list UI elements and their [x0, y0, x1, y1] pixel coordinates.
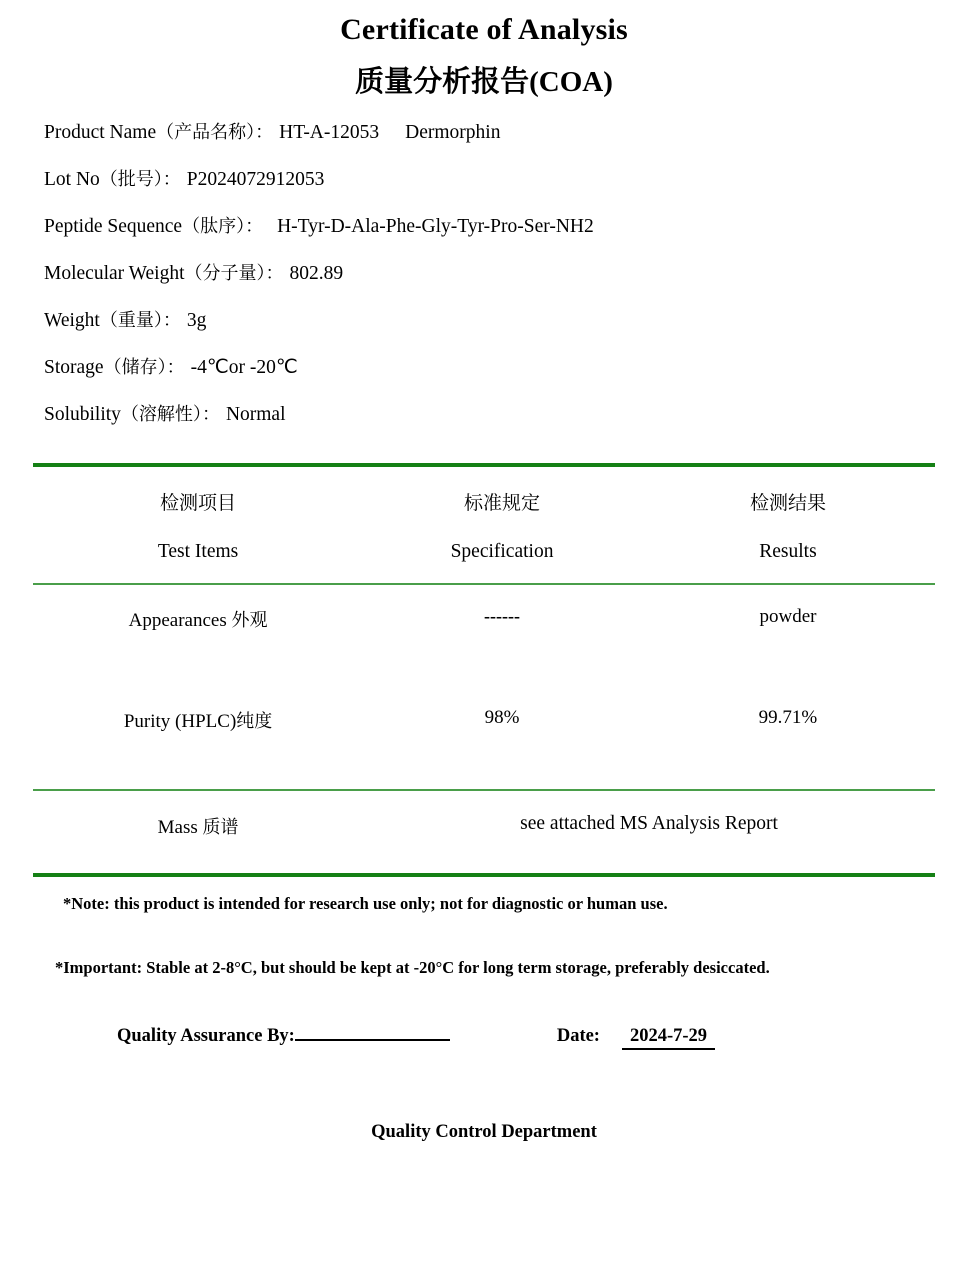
page-title-cn-text: 质量分析报告	[355, 64, 530, 98]
table-cell-test-item	[33, 585, 363, 632]
info-separator-product-name: ：	[255, 121, 274, 143]
qa-signature-label: Quality Assurance By:	[117, 1025, 295, 1046]
info-value-peptide-sequence: H-Tyr-D-Ala-Phe-Gly-Tyr-Pro-Ser-NH2	[277, 215, 594, 237]
info-label-cn-storage: （储存）	[103, 356, 167, 378]
table-cell-specification: 98%	[484, 706, 520, 728]
info-separator-lot-no: ：	[162, 168, 181, 190]
info-label-molecular-weight: Molecular Weight	[44, 262, 185, 284]
table-row	[33, 585, 935, 707]
info-label-cn-lot-no: （批号）	[99, 168, 163, 190]
info-separator-weight: ：	[162, 309, 181, 331]
info-label-cn-weight: （重量）	[99, 309, 163, 331]
info-row-product-name	[44, 123, 968, 170]
table-cell-spanned-value: see attached MS Analysis Report	[520, 812, 778, 834]
info-separator-storage: ：	[166, 356, 185, 378]
info-row-storage	[44, 358, 968, 405]
table-cell-test-item	[33, 791, 363, 839]
info-label-cn-product-name: （产品名称）	[156, 121, 256, 143]
info-separator-peptide-sequence: ：	[245, 215, 264, 237]
note-storage-important: *Important: Stable at 2-8°C, but should be kept at -20°C for long term storage, preferably desiccated.	[55, 958, 770, 978]
info-separator-solubility: ：	[201, 403, 220, 425]
table-header-en-results: Results	[759, 540, 817, 562]
date-value[interactable]: 2024-7-29	[622, 1026, 715, 1050]
table-header-cn-test-items: 检测项目	[160, 491, 237, 514]
table-cell-specification: ------	[484, 605, 521, 626]
info-label-storage: Storage	[44, 356, 104, 378]
info-label-weight: Weight	[44, 309, 100, 331]
table-header-cn-results: 检测结果	[749, 491, 826, 514]
date-label: Date:	[556, 1025, 600, 1046]
info-row-weight	[44, 311, 968, 358]
info-row-molecular-weight	[44, 264, 968, 311]
table-header-en-specification: Specification	[450, 540, 554, 562]
note-research-use: *Note: this product is intended for research use only; not for diagnostic or human use.	[63, 893, 668, 913]
page-title-cn	[0, 66, 968, 99]
info-label-cn-peptide-sequence: （肽序）	[182, 215, 246, 237]
coa-document	[0, 13, 968, 1283]
info-label-solubility: Solubility	[44, 403, 121, 425]
table-header-en-row	[33, 515, 935, 563]
info-value-solubility: Normal	[225, 403, 286, 425]
footer-department: Quality Control Department	[371, 1121, 597, 1142]
table-cell-result: 99.71%	[758, 706, 818, 728]
notes-block	[0, 893, 968, 978]
info-value-product-name: HT-A-12053	[279, 121, 380, 143]
info-separator-molecular-weight: ：	[265, 262, 284, 284]
product-info-block	[0, 123, 968, 452]
info-label-lot-no: Lot No	[44, 168, 100, 190]
info-value-product-name-extra: Dermorphin	[405, 121, 501, 143]
info-row-solubility	[44, 405, 968, 452]
info-value-storage: -4℃or -20℃	[190, 356, 298, 378]
info-value-molecular-weight: 802.89	[289, 262, 344, 284]
analysis-table	[0, 463, 968, 877]
table-bottom-rule	[33, 873, 935, 877]
table-header-cn-specification: 标准规定	[464, 491, 541, 514]
qa-signature-field[interactable]	[295, 1022, 450, 1041]
info-row-lot-no	[44, 170, 968, 217]
table-cell-result: powder	[759, 605, 817, 627]
info-label-peptide-sequence: Peptide Sequence	[44, 215, 183, 237]
info-value-weight: 3g	[186, 309, 207, 331]
table-cell-test-item-en: Appearances	[128, 609, 232, 631]
info-label-product-name: Product Name	[44, 121, 157, 143]
page-title-coa: (COA)	[529, 66, 613, 98]
table-header-en-test-items: Test Items	[157, 540, 239, 562]
table-cell-test-item-en: Purity (HPLC)	[123, 710, 237, 732]
info-value-lot-no: P2024072912053	[186, 168, 325, 190]
page-title-en: Certificate of Analysis	[340, 13, 628, 46]
table-row	[33, 707, 935, 789]
table-cell-test-item-cn: 纯度	[236, 710, 273, 732]
table-cell-test-item-en: Mass	[157, 816, 203, 838]
signature-row	[0, 1022, 968, 1050]
table-row	[33, 791, 935, 873]
table-cell-test-item-cn: 外观	[231, 609, 268, 631]
info-label-cn-solubility: （溶解性）	[120, 403, 202, 425]
table-cell-test-item	[33, 707, 363, 733]
table-cell-test-item-cn: 质谱	[202, 816, 239, 838]
table-header-cn-row	[33, 467, 935, 515]
info-label-cn-molecular-weight: （分子量）	[184, 262, 266, 284]
info-row-peptide-sequence	[44, 217, 968, 264]
